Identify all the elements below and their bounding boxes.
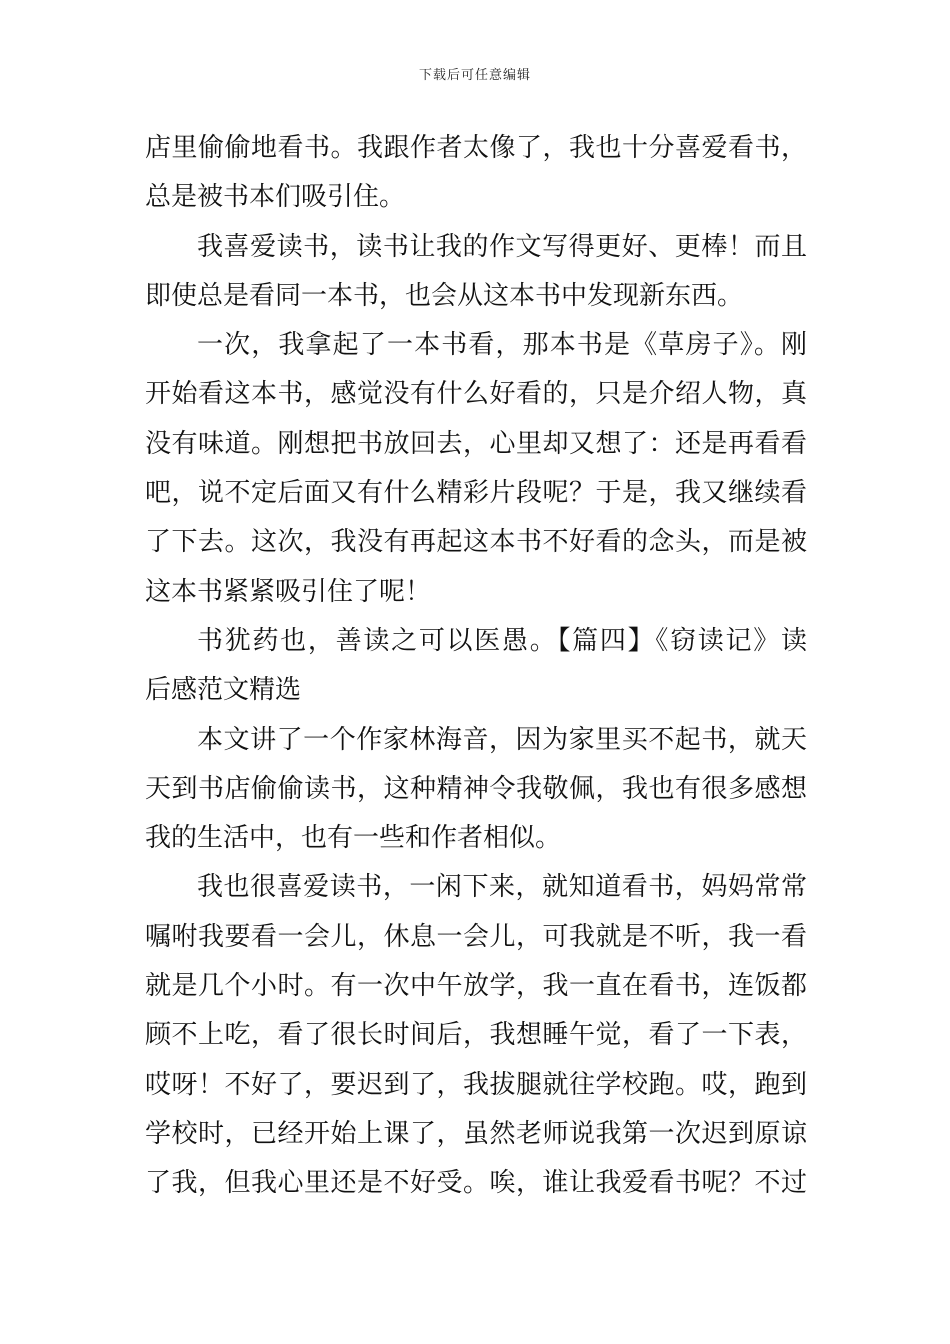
text-line: 顾不上吃，看了很长时间后，我想睡午觉，看了一下表， [145,1020,807,1051]
page-header: 下载后可任意编辑 [418,68,531,83]
text-line: 本文讲了一个作家林海音，因为家里买不起书，就天 [197,724,807,755]
text-line: 天到书店偷偷读书，这种精神令我敬佩，我也有很多感想 [145,773,807,804]
text-line: 哎呀！不好了，要迟到了，我拔腿就往学校跑。哎，跑到 [145,1069,807,1100]
text-line: 了下去。这次，我没有再起这本书不好看的念头，而是被 [145,527,807,558]
text-line: 书犹药也，善读之可以医愚。【篇四】《窃读记》读 [197,625,807,656]
text-line: 我喜爱读书，读书让我的作文写得更好、更棒！而且 [197,231,807,262]
text-line: 吧，说不定后面又有什么精彩片段呢？于是，我又继续看 [145,478,807,509]
text-line: 我的生活中，也有一些和作者相似。 [145,823,562,854]
text-line: 一次，我拿起了一本书看，那本书是《草房子》。刚 [197,330,807,361]
text-line: 没有味道。刚想把书放回去，心里却又想了：还是再看看 [145,428,807,459]
text-line: 我也很喜爱读书，一闲下来，就知道看书，妈妈常常 [197,872,807,903]
text-line: 开始看这本书，感觉没有什么好看的，只是介绍人物，真 [145,379,807,410]
text-line: 了我，但我心里还是不好受。唉，谁让我爱看书呢？不过 [145,1168,807,1199]
text-line: 即使总是看同一本书，也会从这本书中发现新东西。 [145,280,744,311]
text-line: 后感范文精选 [145,675,302,706]
text-line: 嘱咐我要看一会儿，休息一会儿，可我就是不听，我一看 [145,921,807,952]
text-line: 学校时，已经开始上课了，虽然老师说我第一次迟到原谅 [145,1118,807,1149]
text-line: 总是被书本们吸引住。 [145,182,406,213]
text-line: 这本书紧紧吸引住了呢！ [145,576,432,607]
text-line: 店里偷偷地看书。我跟作者太像了，我也十分喜爱看书， [145,133,807,163]
document-body [145,124,807,1209]
text-line: 就是几个小时。有一次中午放学，我一直在看书，连饭都 [145,971,807,1002]
